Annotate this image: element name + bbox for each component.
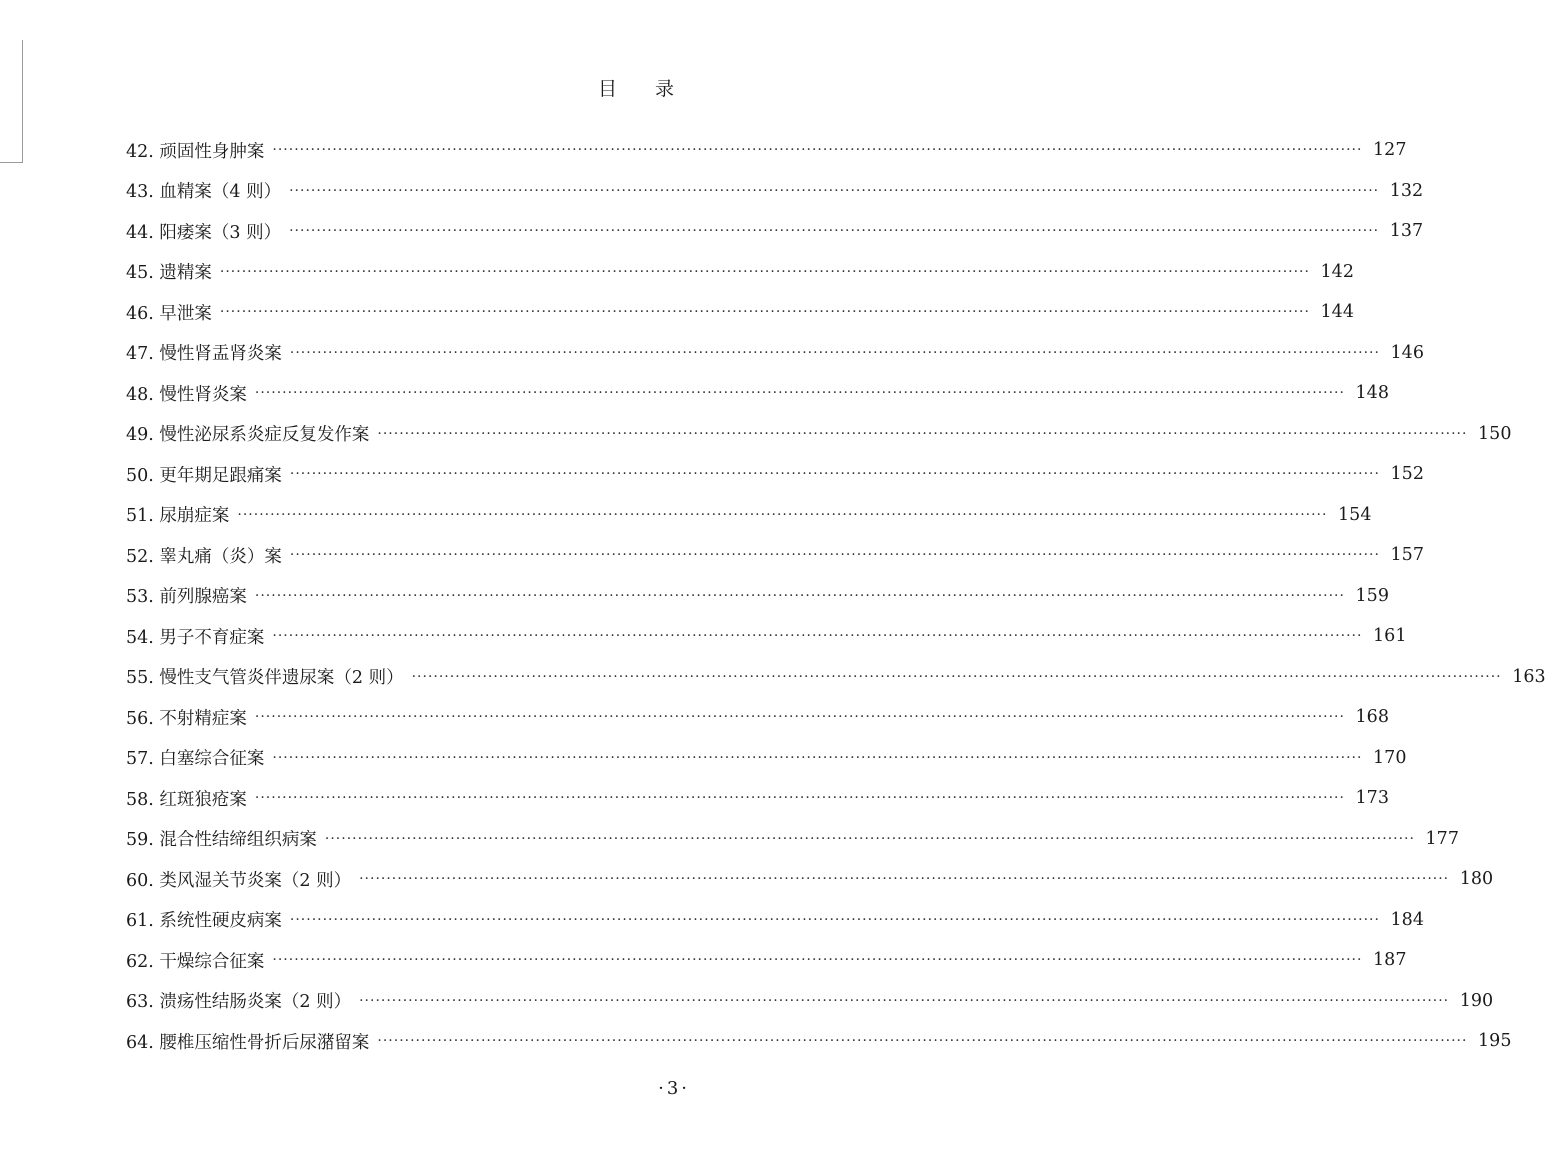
- toc-entry[interactable]: [126, 657, 1546, 698]
- toc-entry-page: 168: [1355, 707, 1389, 728]
- toc-entry[interactable]: [126, 211, 1424, 252]
- toc-entry-page: 144: [1320, 302, 1354, 323]
- toc-entry[interactable]: [126, 1021, 1512, 1062]
- toc-entry-title: 63. 溃疡性结肠炎案（2 则）: [126, 992, 352, 1013]
- toc-entry-title: 48. 慢性肾炎案: [126, 384, 247, 405]
- page-number: ·3·: [658, 1078, 690, 1099]
- toc-entry[interactable]: [126, 535, 1424, 576]
- toc-entry-title: 59. 混合性结缔组织病案: [126, 830, 317, 851]
- table-of-contents: [126, 130, 1546, 1062]
- toc-entry[interactable]: [126, 576, 1389, 617]
- toc-dot-leader: ········································································································································································································: [289, 344, 1380, 361]
- toc-dot-leader: ········································································································································································································: [272, 628, 1363, 645]
- toc-entry[interactable]: [126, 373, 1389, 414]
- toc-entry-title: 45. 遗精案: [126, 263, 212, 284]
- toc-dot-leader: ········································································································································································································: [377, 425, 1468, 442]
- toc-entry-page: 150: [1478, 423, 1512, 444]
- toc-entry-page: 180: [1459, 869, 1494, 890]
- toc-entry-page: 148: [1355, 383, 1389, 404]
- toc-entry-page: 187: [1373, 950, 1407, 971]
- toc-entry-page: 132: [1389, 180, 1424, 201]
- toc-dot-leader: ········································································································································································································: [324, 830, 1415, 847]
- toc-entry[interactable]: [126, 819, 1459, 860]
- toc-dot-leader: ········································································································································································································: [237, 506, 1328, 523]
- toc-entry[interactable]: [126, 981, 1494, 1022]
- toc-entry[interactable]: [126, 333, 1424, 374]
- toc-entry-page: 146: [1390, 342, 1424, 363]
- toc-dot-leader: ········································································································································································································: [289, 182, 1380, 199]
- toc-dot-leader: ········································································································································································································: [289, 466, 1380, 483]
- toc-entry-page: 152: [1390, 464, 1424, 485]
- toc-dot-leader: ········································································································································································································: [377, 1033, 1468, 1050]
- toc-entry-page: 157: [1390, 545, 1424, 566]
- binding-edge-mark: [0, 40, 23, 163]
- toc-entry-title: 57. 白塞综合征案: [126, 749, 265, 770]
- toc-dot-leader: ········································································································································································································: [359, 992, 1450, 1009]
- toc-dot-leader: ········································································································································································································: [289, 223, 1380, 240]
- toc-entry[interactable]: [126, 495, 1372, 536]
- toc-entry-page: 159: [1355, 585, 1389, 606]
- toc-dot-leader: ········································································································································································································: [254, 790, 1345, 807]
- toc-dot-leader: ········································································································································································································: [411, 668, 1502, 685]
- toc-entry[interactable]: [126, 414, 1512, 455]
- toc-entry-title: 52. 睾丸痛（炎）案: [126, 546, 282, 567]
- toc-entry-title: 43. 血精案（4 则）: [126, 182, 282, 203]
- toc-entry-page: 154: [1338, 504, 1372, 525]
- toc-dot-leader: ········································································································································································································: [359, 871, 1450, 888]
- toc-entry-title: 44. 阳痿案（3 则）: [126, 222, 282, 243]
- toc-entry-title: 42. 顽固性身肿案: [126, 141, 265, 162]
- toc-entry[interactable]: [126, 292, 1354, 333]
- toc-entry-title: 51. 尿崩症案: [126, 506, 230, 527]
- toc-dot-leader: ········································································································································································································: [272, 142, 1363, 159]
- toc-entry[interactable]: [126, 940, 1407, 981]
- toc-dot-leader: ········································································································································································································: [219, 304, 1310, 321]
- toc-entry-page: 137: [1389, 221, 1424, 242]
- toc-entry-page: 170: [1373, 747, 1407, 768]
- toc-entry-title: 50. 更年期足跟痛案: [126, 465, 282, 486]
- toc-entry[interactable]: [126, 738, 1407, 779]
- toc-entry[interactable]: [126, 130, 1407, 171]
- toc-dot-leader: ········································································································································································································: [272, 749, 1363, 766]
- toc-entry-page: 177: [1425, 828, 1459, 849]
- toc-entry-title: 58. 红斑狼疮案: [126, 789, 247, 810]
- toc-dot-leader: ········································································································································································································: [289, 911, 1380, 928]
- toc-entry-title: 53. 前列腺癌案: [126, 587, 247, 608]
- toc-entry[interactable]: [126, 859, 1494, 900]
- toc-dot-leader: ········································································································································································································: [254, 587, 1345, 604]
- toc-entry[interactable]: [126, 171, 1424, 212]
- toc-entry[interactable]: [126, 697, 1389, 738]
- toc-entry-title: 64. 腰椎压缩性骨折后尿潴留案: [126, 1032, 370, 1053]
- toc-entry[interactable]: [126, 454, 1424, 495]
- toc-entry-title: 56. 不射精症案: [126, 708, 247, 729]
- toc-entry[interactable]: [126, 252, 1354, 293]
- toc-entry-title: 60. 类风湿关节炎案（2 则）: [126, 870, 352, 891]
- toc-dot-leader: ········································································································································································································: [219, 263, 1310, 280]
- toc-entry-title: 55. 慢性支气管炎伴遗尿案（2 则）: [126, 668, 404, 689]
- toc-entry-page: 173: [1355, 788, 1389, 809]
- toc-entry-title: 61. 系统性硬皮病案: [126, 911, 282, 932]
- toc-entry-page: 190: [1459, 990, 1494, 1011]
- toc-entry-title: 49. 慢性泌尿系炎症反复发作案: [126, 425, 370, 446]
- toc-entry[interactable]: [126, 778, 1389, 819]
- toc-dot-leader: ········································································································································································································: [254, 385, 1345, 402]
- toc-entry-page: 163: [1512, 666, 1546, 687]
- running-head-title: 目 录: [597, 78, 690, 100]
- toc-entry-page: 127: [1373, 140, 1407, 161]
- toc-entry-title: 47. 慢性肾盂肾炎案: [126, 344, 282, 365]
- toc-entry-title: 46. 早泄案: [126, 303, 212, 324]
- toc-entry[interactable]: [126, 900, 1424, 941]
- toc-entry-page: 184: [1390, 909, 1424, 930]
- toc-entry-title: 62. 干燥综合征案: [126, 951, 265, 972]
- toc-dot-leader: ········································································································································································································: [272, 952, 1363, 969]
- toc-entry-page: 142: [1320, 261, 1354, 282]
- toc-entry-title: 54. 男子不育症案: [126, 627, 265, 648]
- toc-entry-page: 161: [1373, 626, 1407, 647]
- toc-dot-leader: ········································································································································································································: [254, 709, 1345, 726]
- toc-entry[interactable]: [126, 616, 1407, 657]
- toc-entry-page: 195: [1478, 1031, 1512, 1052]
- toc-dot-leader: ········································································································································································································: [289, 547, 1380, 564]
